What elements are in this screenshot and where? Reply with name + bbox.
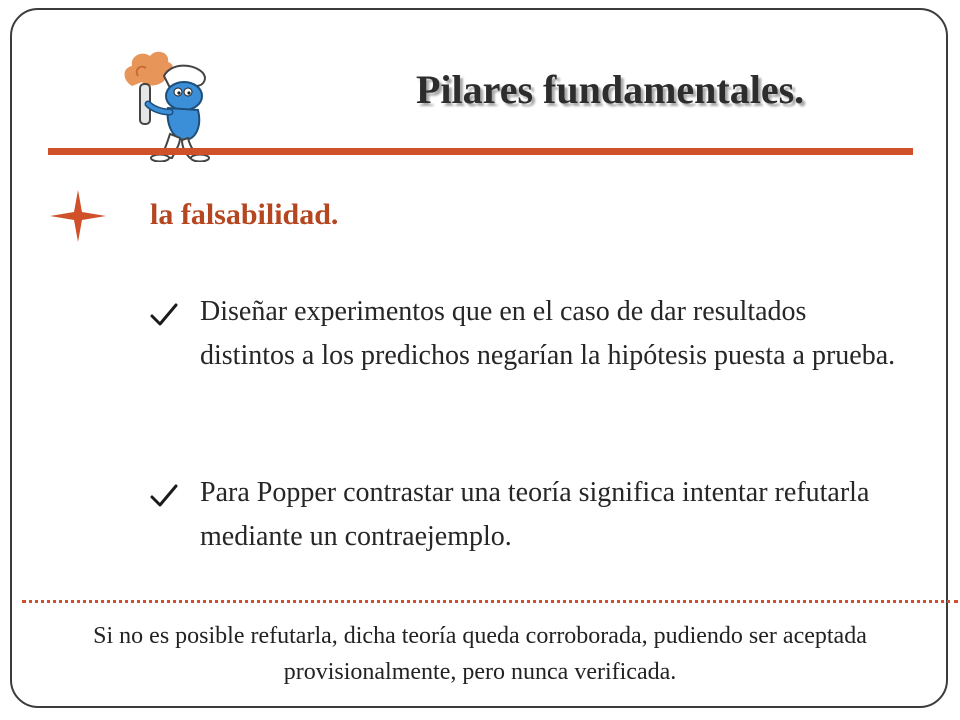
checkmark-icon <box>150 302 178 328</box>
checkmark-icon <box>150 483 178 509</box>
title-underline <box>48 148 913 155</box>
smurf-mascot-icon <box>118 46 218 162</box>
slide-title: Pilares fundamentales. <box>416 67 805 112</box>
subheading: la falsabilidad. <box>150 198 339 231</box>
four-point-star-icon <box>48 188 108 244</box>
bullet-point-2: Para Popper contrastar una teoría significa intentar refutarla mediante un contraejemplo. <box>200 477 870 552</box>
footnote: Si no es posible refutarla, dicha teoría queda corroborada, pudiendo ser aceptada provisionalmente, pero nunca verificada. <box>93 623 867 685</box>
dotted-divider <box>22 600 958 603</box>
bullet-point-1: Diseñar experimentos que en el caso de dar resultados distintos a los predichos negarían la hipótesis puesta a prueba. <box>200 296 896 371</box>
